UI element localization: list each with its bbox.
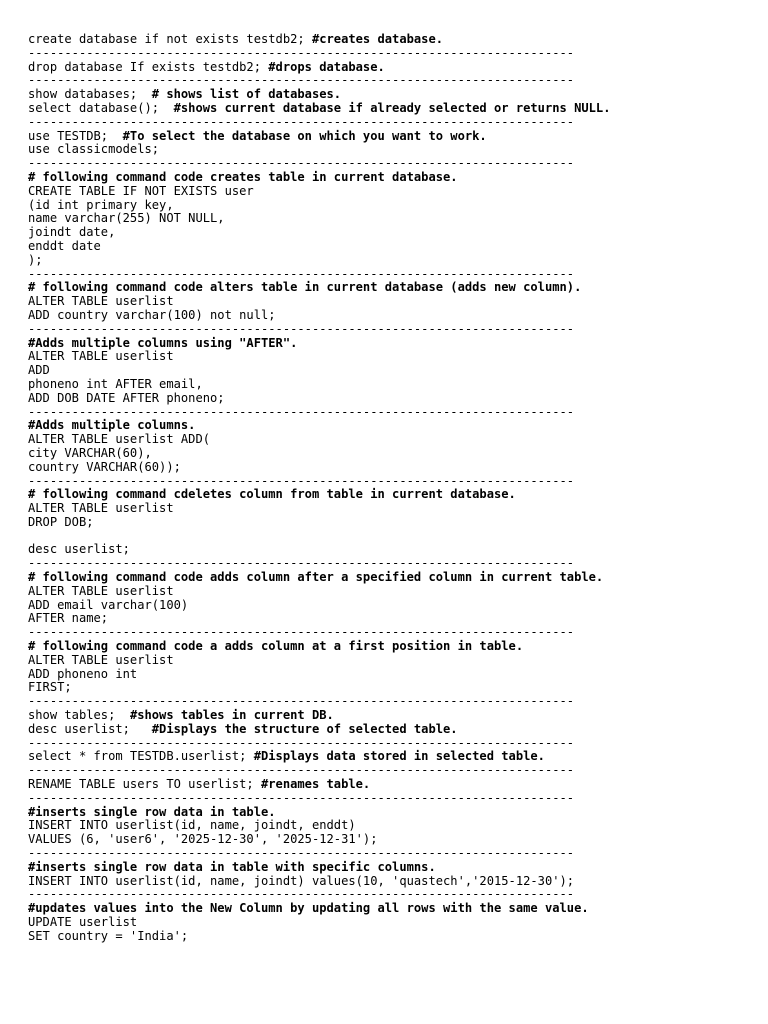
sql-code: FIRST; xyxy=(28,680,72,695)
sql-code: ALTER TABLE userlist xyxy=(28,652,174,667)
sql-comment: #inserts single row data in table. xyxy=(28,804,276,819)
separator-line: --------------------------------------------------------------------------- xyxy=(28,736,575,750)
code-line xyxy=(28,281,758,295)
separator-line: --------------------------------------------------------------------------- xyxy=(28,557,575,571)
code-line xyxy=(28,392,758,406)
sql-code: desc userlist; xyxy=(28,542,130,557)
code-line xyxy=(28,143,758,157)
sql-code: ADD email varchar(100) xyxy=(28,597,189,612)
code-line xyxy=(28,447,758,461)
code-line xyxy=(28,819,758,833)
sql-code: show databases; xyxy=(28,87,152,102)
code-line xyxy=(28,585,758,599)
code-line xyxy=(28,668,758,682)
separator-line: --------------------------------------------------------------------------- xyxy=(28,267,575,281)
sql-code: enddt date xyxy=(28,238,101,253)
separator-line: --------------------------------------------------------------------------- xyxy=(28,157,575,171)
sql-comment: #renames table. xyxy=(261,777,371,792)
sql-code: ALTER TABLE userlist xyxy=(28,349,174,364)
code-line xyxy=(28,750,758,764)
sql-code: city VARCHAR(60), xyxy=(28,445,152,460)
code-line xyxy=(28,130,758,144)
code-line xyxy=(28,88,758,102)
separator-line: --------------------------------------------------------------------------- xyxy=(28,46,575,60)
code-line xyxy=(28,309,758,323)
code-line xyxy=(28,378,758,392)
sql-comment: #Displays the structure of selected table. xyxy=(151,721,458,736)
sql-code: ADD country varchar(100) not null; xyxy=(28,307,276,322)
code-line xyxy=(28,254,758,268)
sql-comment: # following command code a adds column at a first position in table. xyxy=(28,639,524,654)
sql-code: INSERT INTO userlist(id, name, joindt) values(10, 'quastech','2015-12-30'); xyxy=(28,873,575,888)
sql-code: select * from TESTDB.userlist; xyxy=(28,749,254,764)
code-line xyxy=(28,930,758,944)
code-line xyxy=(28,681,758,695)
sql-comment: # following command cdeletes column from table in current database. xyxy=(28,487,516,502)
sql-code: ); xyxy=(28,252,43,267)
sql-notes-document xyxy=(28,33,758,944)
code-line xyxy=(28,530,758,544)
code-line xyxy=(28,433,758,447)
sql-code: (id int primary key, xyxy=(28,197,174,212)
code-line xyxy=(28,640,758,654)
code-line xyxy=(28,337,758,351)
code-line xyxy=(28,806,758,820)
code-line xyxy=(28,654,758,668)
separator-line: --------------------------------------------------------------------------- xyxy=(28,847,575,861)
code-line xyxy=(28,709,758,723)
separator-line: --------------------------------------------------------------------------- xyxy=(28,626,575,640)
sql-code: VALUES (6, 'user6', '2025-12-30', '2025-12-31'); xyxy=(28,832,378,847)
code-line xyxy=(28,61,758,75)
sql-code: ALTER TABLE userlist ADD( xyxy=(28,432,211,447)
code-line xyxy=(28,295,758,309)
sql-code: ALTER TABLE userlist xyxy=(28,583,174,598)
code-line xyxy=(28,461,758,475)
sql-code: SET country = 'India'; xyxy=(28,928,189,943)
sql-code: AFTER name; xyxy=(28,611,109,626)
sql-code: UPDATE userlist xyxy=(28,915,138,929)
code-line xyxy=(28,33,758,47)
code-line xyxy=(28,778,758,792)
sql-comment: # shows list of databases. xyxy=(151,87,342,102)
sql-code: drop database If exists testdb2; xyxy=(28,59,269,74)
sql-code: create database if not exists testdb2; xyxy=(28,32,312,46)
sql-comment: #Adds multiple columns. xyxy=(28,418,196,433)
code-line xyxy=(28,171,758,185)
code-line xyxy=(28,861,758,875)
sql-code: ALTER TABLE userlist xyxy=(28,294,174,309)
sql-code: name varchar(255) NOT NULL, xyxy=(28,211,225,226)
sql-comment: # following command code creates table in current database. xyxy=(28,169,458,184)
code-line xyxy=(28,240,758,254)
sql-comment: #Displays data stored in selected table. xyxy=(253,749,545,764)
code-line xyxy=(28,364,758,378)
code-line xyxy=(28,199,758,213)
code-line xyxy=(28,902,758,916)
sql-comment: #To select the database on which you want to work. xyxy=(122,128,487,143)
sql-code: RENAME TABLE users TO userlist; xyxy=(28,777,261,792)
code-line xyxy=(28,916,758,930)
code-line xyxy=(28,185,758,199)
separator-line: --------------------------------------------------------------------------- xyxy=(28,474,575,488)
separator-line: --------------------------------------------------------------------------- xyxy=(28,764,575,778)
sql-code: select database(); xyxy=(28,100,174,115)
sql-code: phoneno int AFTER email, xyxy=(28,376,203,391)
code-line xyxy=(28,350,758,364)
sql-code: country VARCHAR(60)); xyxy=(28,459,181,474)
code-line xyxy=(28,723,758,737)
sql-comment: # following command code alters table in current database (adds new column). xyxy=(28,280,582,295)
sql-comment: #inserts single row data in table with specific columns. xyxy=(28,859,436,874)
sql-code: DROP DOB; xyxy=(28,514,94,529)
sql-comment: #shows tables in current DB. xyxy=(129,708,334,723)
sql-code: show tables; xyxy=(28,708,130,723)
sql-code: use classicmodels; xyxy=(28,142,160,157)
code-line xyxy=(28,833,758,847)
sql-comment: #updates values into the New Column by updating all rows with the same value. xyxy=(28,901,589,916)
sql-code: joindt date, xyxy=(28,225,116,240)
sql-comment: #creates database. xyxy=(311,32,444,46)
code-line xyxy=(28,212,758,226)
separator-line: --------------------------------------------------------------------------- xyxy=(28,888,575,902)
separator-line: --------------------------------------------------------------------------- xyxy=(28,115,575,129)
sql-code: ALTER TABLE userlist xyxy=(28,501,174,516)
code-line xyxy=(28,502,758,516)
code-line xyxy=(28,571,758,585)
separator-line: --------------------------------------------------------------------------- xyxy=(28,405,575,419)
sql-code: use TESTDB; xyxy=(28,128,123,143)
code-line xyxy=(28,599,758,613)
sql-comment: #drops database. xyxy=(268,59,385,74)
code-line xyxy=(28,419,758,433)
sql-comment: #shows current database if already selected or returns NULL. xyxy=(173,100,611,115)
code-line xyxy=(28,543,758,557)
sql-code: ADD xyxy=(28,363,50,378)
separator-line: --------------------------------------------------------------------------- xyxy=(28,695,575,709)
sql-code: CREATE TABLE IF NOT EXISTS user xyxy=(28,183,254,198)
separator-line: --------------------------------------------------------------------------- xyxy=(28,791,575,805)
code-line xyxy=(28,612,758,626)
sql-code: ADD DOB DATE AFTER phoneno; xyxy=(28,390,225,405)
sql-code: ADD phoneno int xyxy=(28,666,138,681)
code-line xyxy=(28,875,758,889)
code-line xyxy=(28,102,758,116)
sql-code: desc userlist; xyxy=(28,721,152,736)
code-line xyxy=(28,226,758,240)
code-line xyxy=(28,488,758,502)
separator-line: --------------------------------------------------------------------------- xyxy=(28,322,575,336)
sql-comment: # following command code adds column after a specified column in current table. xyxy=(28,570,604,585)
sql-comment: #Adds multiple columns using "AFTER". xyxy=(28,335,298,350)
code-line xyxy=(28,516,758,530)
sql-code: INSERT INTO userlist(id, name, joindt, enddt) xyxy=(28,818,356,833)
separator-line: --------------------------------------------------------------------------- xyxy=(28,74,575,88)
